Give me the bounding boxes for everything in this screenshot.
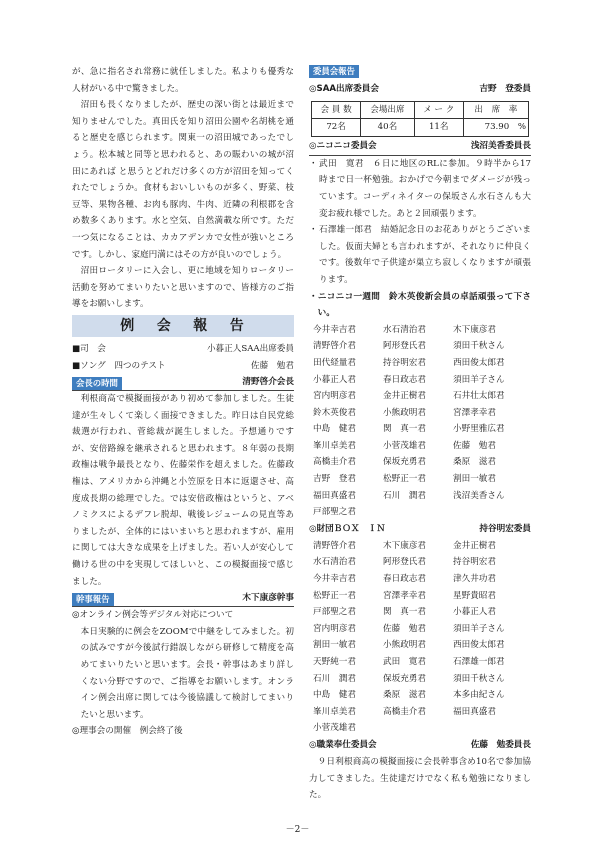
banner-char: 報 — [193, 317, 210, 334]
left-column — [72, 64, 294, 740]
member-name: 石川 潤君 — [383, 490, 426, 501]
attendance-value-row — [312, 119, 529, 137]
program-value: 小暮正人SAA出席委員 — [206, 343, 294, 354]
member-name: 春日政志君 — [383, 574, 426, 585]
secretary-tag: 幹事報告 — [72, 593, 114, 606]
member-name: 今井幸吉君 — [313, 324, 356, 335]
member-name: 峯川卓美君 — [313, 706, 356, 717]
member-name: 松野正一君 — [313, 590, 356, 601]
vocational-text: ９日利根商高の模擬面接に会長幹事含め10名で参加協力してきました。生徒達だけでなく私も勉強になりました。 — [309, 756, 531, 801]
nikoniko-name-list — [309, 322, 531, 521]
member-name: 割田一敏君 — [313, 640, 356, 651]
box-name: 持谷明宏委員 — [479, 524, 531, 535]
member-name: 中島 健君 — [313, 424, 356, 435]
box-header — [309, 521, 531, 538]
program-label: ■司 会 — [72, 343, 106, 354]
member-name: 金井正樹君 — [453, 540, 496, 551]
attendance-value-cell: 40名 — [361, 119, 414, 137]
member-name: 福田真盛君 — [313, 490, 356, 501]
intro-paragraph-2: 沼田も長くなりましたが、歴史の深い街とは最近まで知りませんでした。真田氏を知り沼田公園や名胡桃を通ると歴史を感じられます。関東一の沼田城であったでしょう。松本城と同等と思われると、あの賑わいの城が沼田にあれば と思うとどれだけ多くの方が沼田を知ってくれたでしょうか。食材もおいしいものが多く、野菜、枝豆等、果物各種、お肉も豚肉、牛肉、近隣の利根郡を含め数多くあります。水と空気、自然満載な所です。ただ一つ気になることは、カカアデンカで女性が強いところです。しかし、家庭円満にはその方が良いのでしょう。 — [72, 100, 294, 260]
banner-char: 会 — [156, 317, 173, 334]
secretary-item1-body: 本日実験的に例会をZOOMで中継をしてみました。初の試みですが今後試行錯誤しながら研修して精度を高めてまいりたいと思います。会長・幹事はあまり詳しくない分野ですので、ご指導をお願いします。オンライン例会出席に関しては今後協議して検討してまいりたいと思います。 — [80, 626, 294, 720]
member-name: 桑原 滋君 — [383, 690, 426, 701]
box-title: ◎財団ＢＯＸ ＩＮ — [309, 524, 386, 535]
member-name: 小熊政明君 — [383, 407, 426, 418]
member-name: 佐藤 勉君 — [383, 623, 426, 634]
member-name: 関 真一君 — [383, 607, 426, 618]
member-name: 須田千秋さん — [453, 341, 505, 352]
secretary-name: 木下康彦幹事 — [242, 592, 294, 603]
banner-char: 例 — [120, 317, 137, 334]
member-name: 今井幸吉君 — [313, 574, 356, 585]
member-name: 水石清治君 — [383, 324, 426, 335]
nikoniko-item-text: 武田 寛君 ６日に地区のRLに参加。９時半から17時まで日一杯勉強。おかげで今朝までダメージが残っています。コーディネイターの保坂さん水石さんも大変お疲れ様でした。あと２回頑張ります。 — [319, 158, 531, 219]
member-name: 保坂充勇君 — [383, 673, 426, 684]
member-name: 宮澤孝幸君 — [383, 590, 426, 601]
page-number: －2－ — [285, 825, 310, 835]
nikoniko-title: ◎ニコニコ委員会 — [309, 141, 377, 152]
president-tag: 会長の時間 — [72, 377, 122, 390]
member-name: 清野啓介君 — [313, 540, 356, 551]
member-name: 割田一敏君 — [453, 474, 496, 485]
member-name: 西田俊太郎君 — [453, 640, 505, 651]
attendance-value-cell: 11名 — [414, 119, 463, 137]
saa-title: ◎SAA出席委員会 — [309, 84, 379, 94]
attendance-header-row — [312, 101, 529, 119]
right-column — [309, 64, 531, 804]
nikoniko-item-text: 石澤雄一郎君 結婚記念日のお花ありがとうございました。仮面夫婦とも言われますが、それなりに仲良くです。後数年で子供達が巣立ち寂しくなりますが頑張ります。 — [319, 225, 531, 285]
president-section-header — [72, 374, 294, 391]
president-name: 清野啓介会長 — [242, 376, 294, 387]
member-name: 宮内明彦君 — [313, 623, 356, 634]
saa-name: 吉野 登委員 — [479, 84, 531, 94]
member-name: 田代経量君 — [313, 357, 356, 368]
member-name: 関 真一君 — [383, 424, 426, 435]
member-name: 須田羊子さん — [453, 374, 505, 385]
member-name: 西田俊太郎君 — [453, 357, 505, 368]
attendance-value-cell: 72名 — [312, 119, 361, 137]
member-name: 小暮正人君 — [453, 607, 496, 618]
meeting-report-banner — [72, 315, 294, 337]
secretary-section-header — [72, 590, 294, 607]
member-name: 松野正一君 — [383, 474, 426, 485]
member-name: 本多由紀さん — [453, 690, 505, 701]
member-name: 宮内明彦君 — [313, 391, 356, 402]
program-label: ■ソング 四つのテスト — [72, 360, 166, 371]
member-name: 福田真盛君 — [453, 706, 496, 717]
member-name: 持谷明宏君 — [383, 357, 426, 368]
secretary-item1-title: ◎オンライン例会等デジタル対応について — [72, 610, 234, 621]
member-name: 佐藤 勉君 — [453, 440, 496, 451]
member-name: 小暮正人君 — [313, 374, 356, 385]
member-name: 小菅茂雄君 — [383, 440, 426, 451]
vocational-header — [309, 737, 531, 754]
program-item-song — [72, 358, 294, 375]
committee-report-tag: 委員会報告 — [309, 65, 359, 78]
member-name: 星野貴昭君 — [453, 590, 496, 601]
nikoniko-name: 浅沼美香委員長 — [470, 141, 531, 152]
member-name: 水石清治君 — [313, 557, 356, 568]
member-name: 春日政志君 — [383, 374, 426, 385]
member-name: 金井正樹君 — [383, 391, 426, 402]
member-name: 浅沼美香さん — [453, 490, 505, 501]
member-name: 峯川卓美君 — [313, 440, 356, 451]
member-name: 高橋圭介君 — [313, 457, 356, 468]
member-name: 持谷明宏君 — [453, 557, 496, 568]
member-name: 小野里雅広君 — [453, 424, 505, 435]
vocational-name: 佐藤 勉委員長 — [470, 740, 531, 751]
member-name: 吉野 登君 — [313, 474, 356, 485]
program-value: 佐藤 勉君 — [251, 360, 294, 371]
member-name: 津久井功君 — [453, 574, 496, 585]
attendance-value-cell: 73.90 % — [463, 119, 528, 137]
member-name: 天野純一君 — [313, 657, 356, 667]
box-name-list — [309, 538, 531, 737]
member-name: 鈴木英俊君 — [313, 407, 356, 418]
member-name: 中島 健君 — [313, 690, 356, 701]
nikoniko-weekly-title: ・ニコニコ一週間 鈴木英俊新会員の卓話頑張って下さい。 — [309, 291, 531, 319]
member-name: 須田千秋さん — [453, 673, 505, 684]
attendance-header-cell: 会 員 数 — [312, 101, 361, 119]
member-name: 桑原 滋君 — [453, 457, 496, 468]
member-name: 戸部聖之君 — [313, 507, 356, 518]
member-name: 木下康彦君 — [453, 324, 496, 335]
banner-char: 告 — [229, 317, 246, 334]
member-name: 阿形登氏君 — [383, 557, 426, 568]
saa-header — [309, 81, 531, 98]
member-name: 石川 潤君 — [313, 673, 356, 684]
intro-paragraph-1: が、急に指名され常務に就任しました。私よりも優秀な人材がいる中で驚きました。 — [72, 67, 294, 94]
attendance-header-cell: メ ー ク — [414, 101, 463, 119]
nikoniko-item: ・ 武田 寛君 ６日に地区のRLに参加。９時半から17時まで日一杯勉強。おかげで今朝までダメージが残っています。コーディネイターの保坂さん水石さんも大変お疲れ様でした。あと２回頑張ります。 — [309, 156, 531, 222]
member-name: 阿形登氏君 — [383, 341, 426, 352]
member-name: 石井壮太郎君 — [453, 391, 505, 402]
program-item-emcee — [72, 341, 294, 358]
member-name: 小菅茂雄君 — [313, 723, 356, 734]
member-name: 保坂充勇君 — [383, 457, 426, 468]
member-name: 清野啓介君 — [313, 341, 356, 352]
member-name: 小熊政明君 — [383, 640, 426, 651]
vocational-title: ◎職業奉仕委員会 — [309, 740, 377, 751]
member-name: 木下康彦君 — [383, 540, 426, 551]
attendance-header-cell: 出 席 率 — [463, 101, 528, 119]
president-text: 利根商高で模擬面接があり初めて参加しました。生徒達が生々しくて楽しく面接できました。昨日は自民党総裁選が行われ、菅総裁が誕生しました。予想通りですが、安倍路線を継承されると思われます。８年弱の長期政権は戦争最長となり、佐藤栄作を超えました。佐藤政権は、アメリカから沖縄と小笠原を日本に返還させ、高度成長期の総理でした。では安倍政権はというと、アベノミクスによるデフレ脱却、戦後レジュームの見直等ありましたが、全体的にはいまいちと思われますが、雇用に関しては大きな成果を上げました。若い人が安心して働ける世の中を実現してほしいと、この模擬面接で感じました。 — [72, 394, 294, 587]
member-name: 高橋圭介君 — [383, 706, 426, 717]
member-name: 武田 寛君 — [383, 657, 426, 667]
member-name: 宮澤孝幸君 — [453, 407, 496, 418]
member-name: 戸部聖之君 — [313, 607, 356, 618]
nikoniko-item: ・ 石澤雄一郎君 結婚記念日のお花ありがとうございました。仮面夫婦とも言われますが、それなりに仲良くです。後数年で子供達が巣立ち寂しくなりますが頑張ります。 — [309, 222, 531, 288]
attendance-header-cell: 会場出席 — [361, 101, 414, 119]
nikoniko-header — [309, 139, 531, 156]
member-name: 石澤雄一郎君 — [453, 657, 505, 667]
intro-paragraph-3: 沼田ロータリーに入会し、更に地域を知りロータリー活動を努めてまいりたいと思いますので、皆様方のご指導をお願いします。 — [72, 266, 294, 310]
secretary-item2: ◎理事会の開催 例会終了後 — [72, 726, 183, 737]
attendance-table — [311, 101, 529, 137]
member-name: 須田羊子さん — [453, 623, 505, 634]
